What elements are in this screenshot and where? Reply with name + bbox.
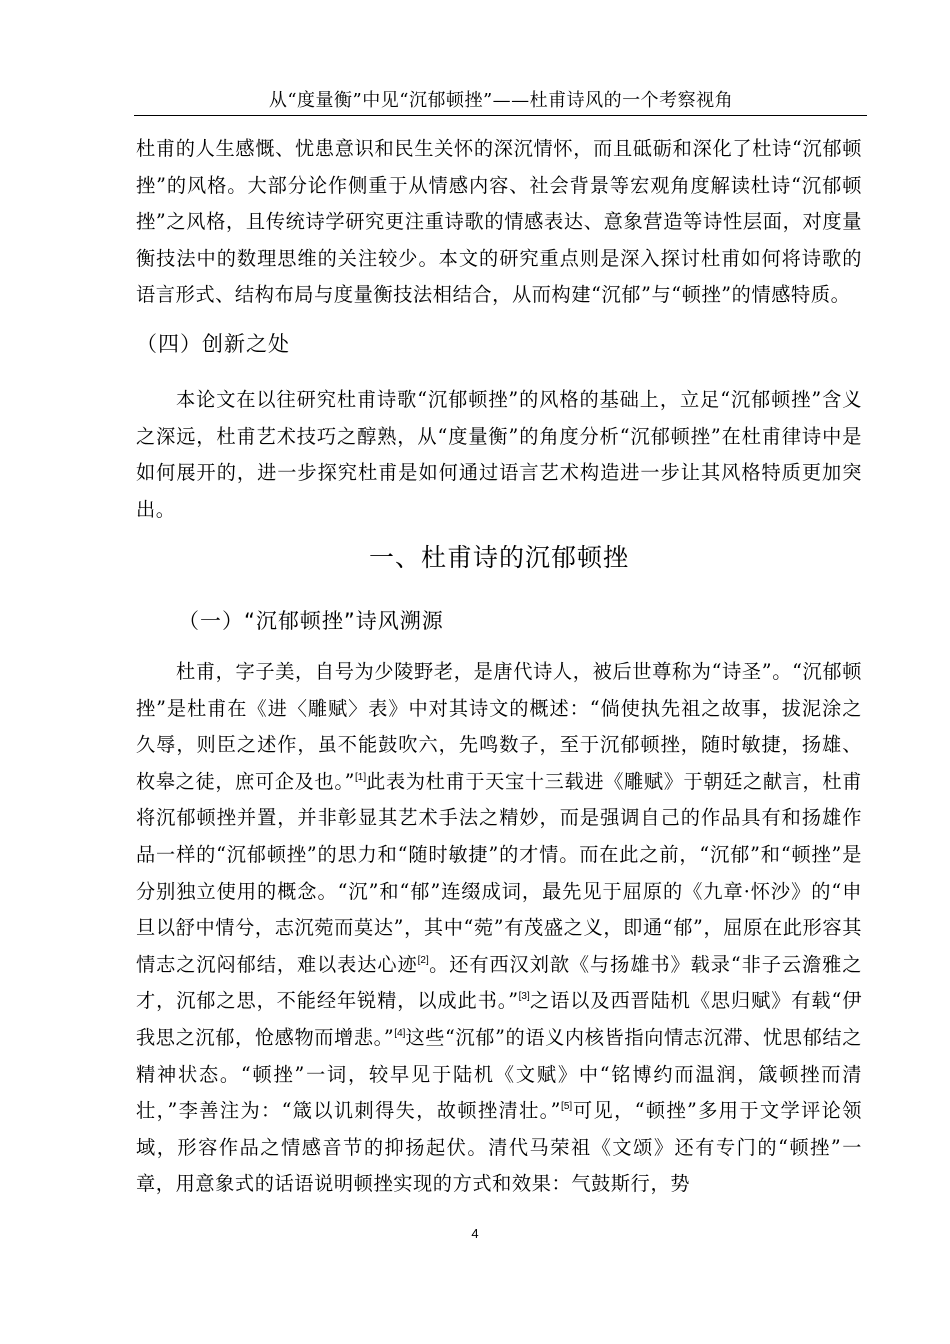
page-number: 4 [471,1226,479,1241]
citation-2[interactable]: [2] [417,954,429,966]
origin-text-5: 这些“沉郁”的语义内核皆指向情志沉滞、忧思郁结之精神状态。“顿挫”一词，较早见于陆机《文赋》中“铭博约而温润，箴顿挫而清壮，”李善注为：“箴以讥刺得失，故顿挫清壮。” [136,1025,862,1123]
citation-3[interactable]: [3] [518,991,530,1003]
origin-text-3: 。还有西汉刘歆《与扬雄书》载录“非子云澹雅之才，沉郁之思，不能经年锐精，以成此书。” [136,952,862,1013]
header-rule [134,115,867,116]
intro-continuation-paragraph: 杜甫的人生感慨、忧患意识和民生关怀的深沉情怀，而且砥砺和深化了杜诗“沉郁顿挫”的风格。大部分论作侧重于从情感内容、社会背景等宏观角度解读杜诗“沉郁顿挫”之风格，且传统诗学研究更注重诗歌的情感表达、意象营造等诗性层面，对度量衡技法中的数理思维的关注较少。本文的研究重点则是深入探讨杜甫如何将诗歌的语言形式、结构布局与度量衡技法相结合，从而构建“沉郁”与“顿挫”的情感特质。 [136,137,862,307]
origin-text-1: 杜甫，字子美，自号为少陵野老，是唐代诗人，被后世尊称为“诗圣”。“沉郁顿挫”是杜甫在《进〈雕赋〉表》中对其诗文的概述：“倘使执先祖之故事，拔泥涂之久辱，则臣之述作，虽不能鼓吹六，先鸣数子，至于沉郁顿挫，随时敏捷，扬雄、枚皋之徒，庶可企及也。” [136,660,862,793]
section-heading-origin: （一）“沉郁顿挫”诗风溯源 [178,609,444,633]
citation-4[interactable]: [4] [394,1027,406,1039]
chapter-heading: 一、杜甫诗的沉郁顿挫 [368,543,629,572]
innovation-paragraph: 本论文在以往研究杜甫诗歌“沉郁顿挫”的风格的基础上，立足“沉郁顿挫”含义之深远，杜甫艺术技巧之醇熟，从“度量衡”的角度分析“沉郁顿挫”在杜甫律诗中是如何展开的，进一步探究杜甫是如何通过语言艺术构造进一步让其风格特质更加突出。 [136,388,862,521]
origin-paragraph [136,654,862,1203]
running-header: 从“度量衡”中见“沉郁顿挫”——杜甫诗风的一个考察视角 [268,90,734,111]
origin-text-6: 可见，“顿挫”多用于文学评论领域，形容作品之情感音节的抑扬起伏。清代马荣祖《文颂》还有专门的“顿挫”一章，用意象式的话语说明顿挫实现的方式和效果：气鼓斯行，势 [136,1099,862,1196]
citation-1[interactable]: [1] [355,771,367,783]
origin-text-2: 此表为杜甫于天宝十三载进《雕赋》于朝廷之献言，杜甫将沉郁顿挫并置，并非彰显其艺术手法之精妙，而是强调自己的作品具有和扬雄作品一样的“沉郁顿挫”的思力和“随时敏捷”的才情。而在此之前，“沉郁”和“顿挫”是分别独立使用的概念。“沉”和“郁”连缀成词，最先见于屈原的《九章·怀沙》的“申旦以舒中情兮，志沉菀而莫达”，其中“菀”有茂盛之义，即通“郁”，屈原在此形容其情志之沉闷郁结，难以表达心迹 [136,769,862,976]
section-heading-innovation: （四）创新之处 [136,332,290,356]
origin-text-4: 之语以及西晋陆机《思归赋》有载“伊我思之沉郁，怆感物而增悲。” [136,989,862,1049]
citation-5[interactable]: [5] [561,1101,573,1113]
